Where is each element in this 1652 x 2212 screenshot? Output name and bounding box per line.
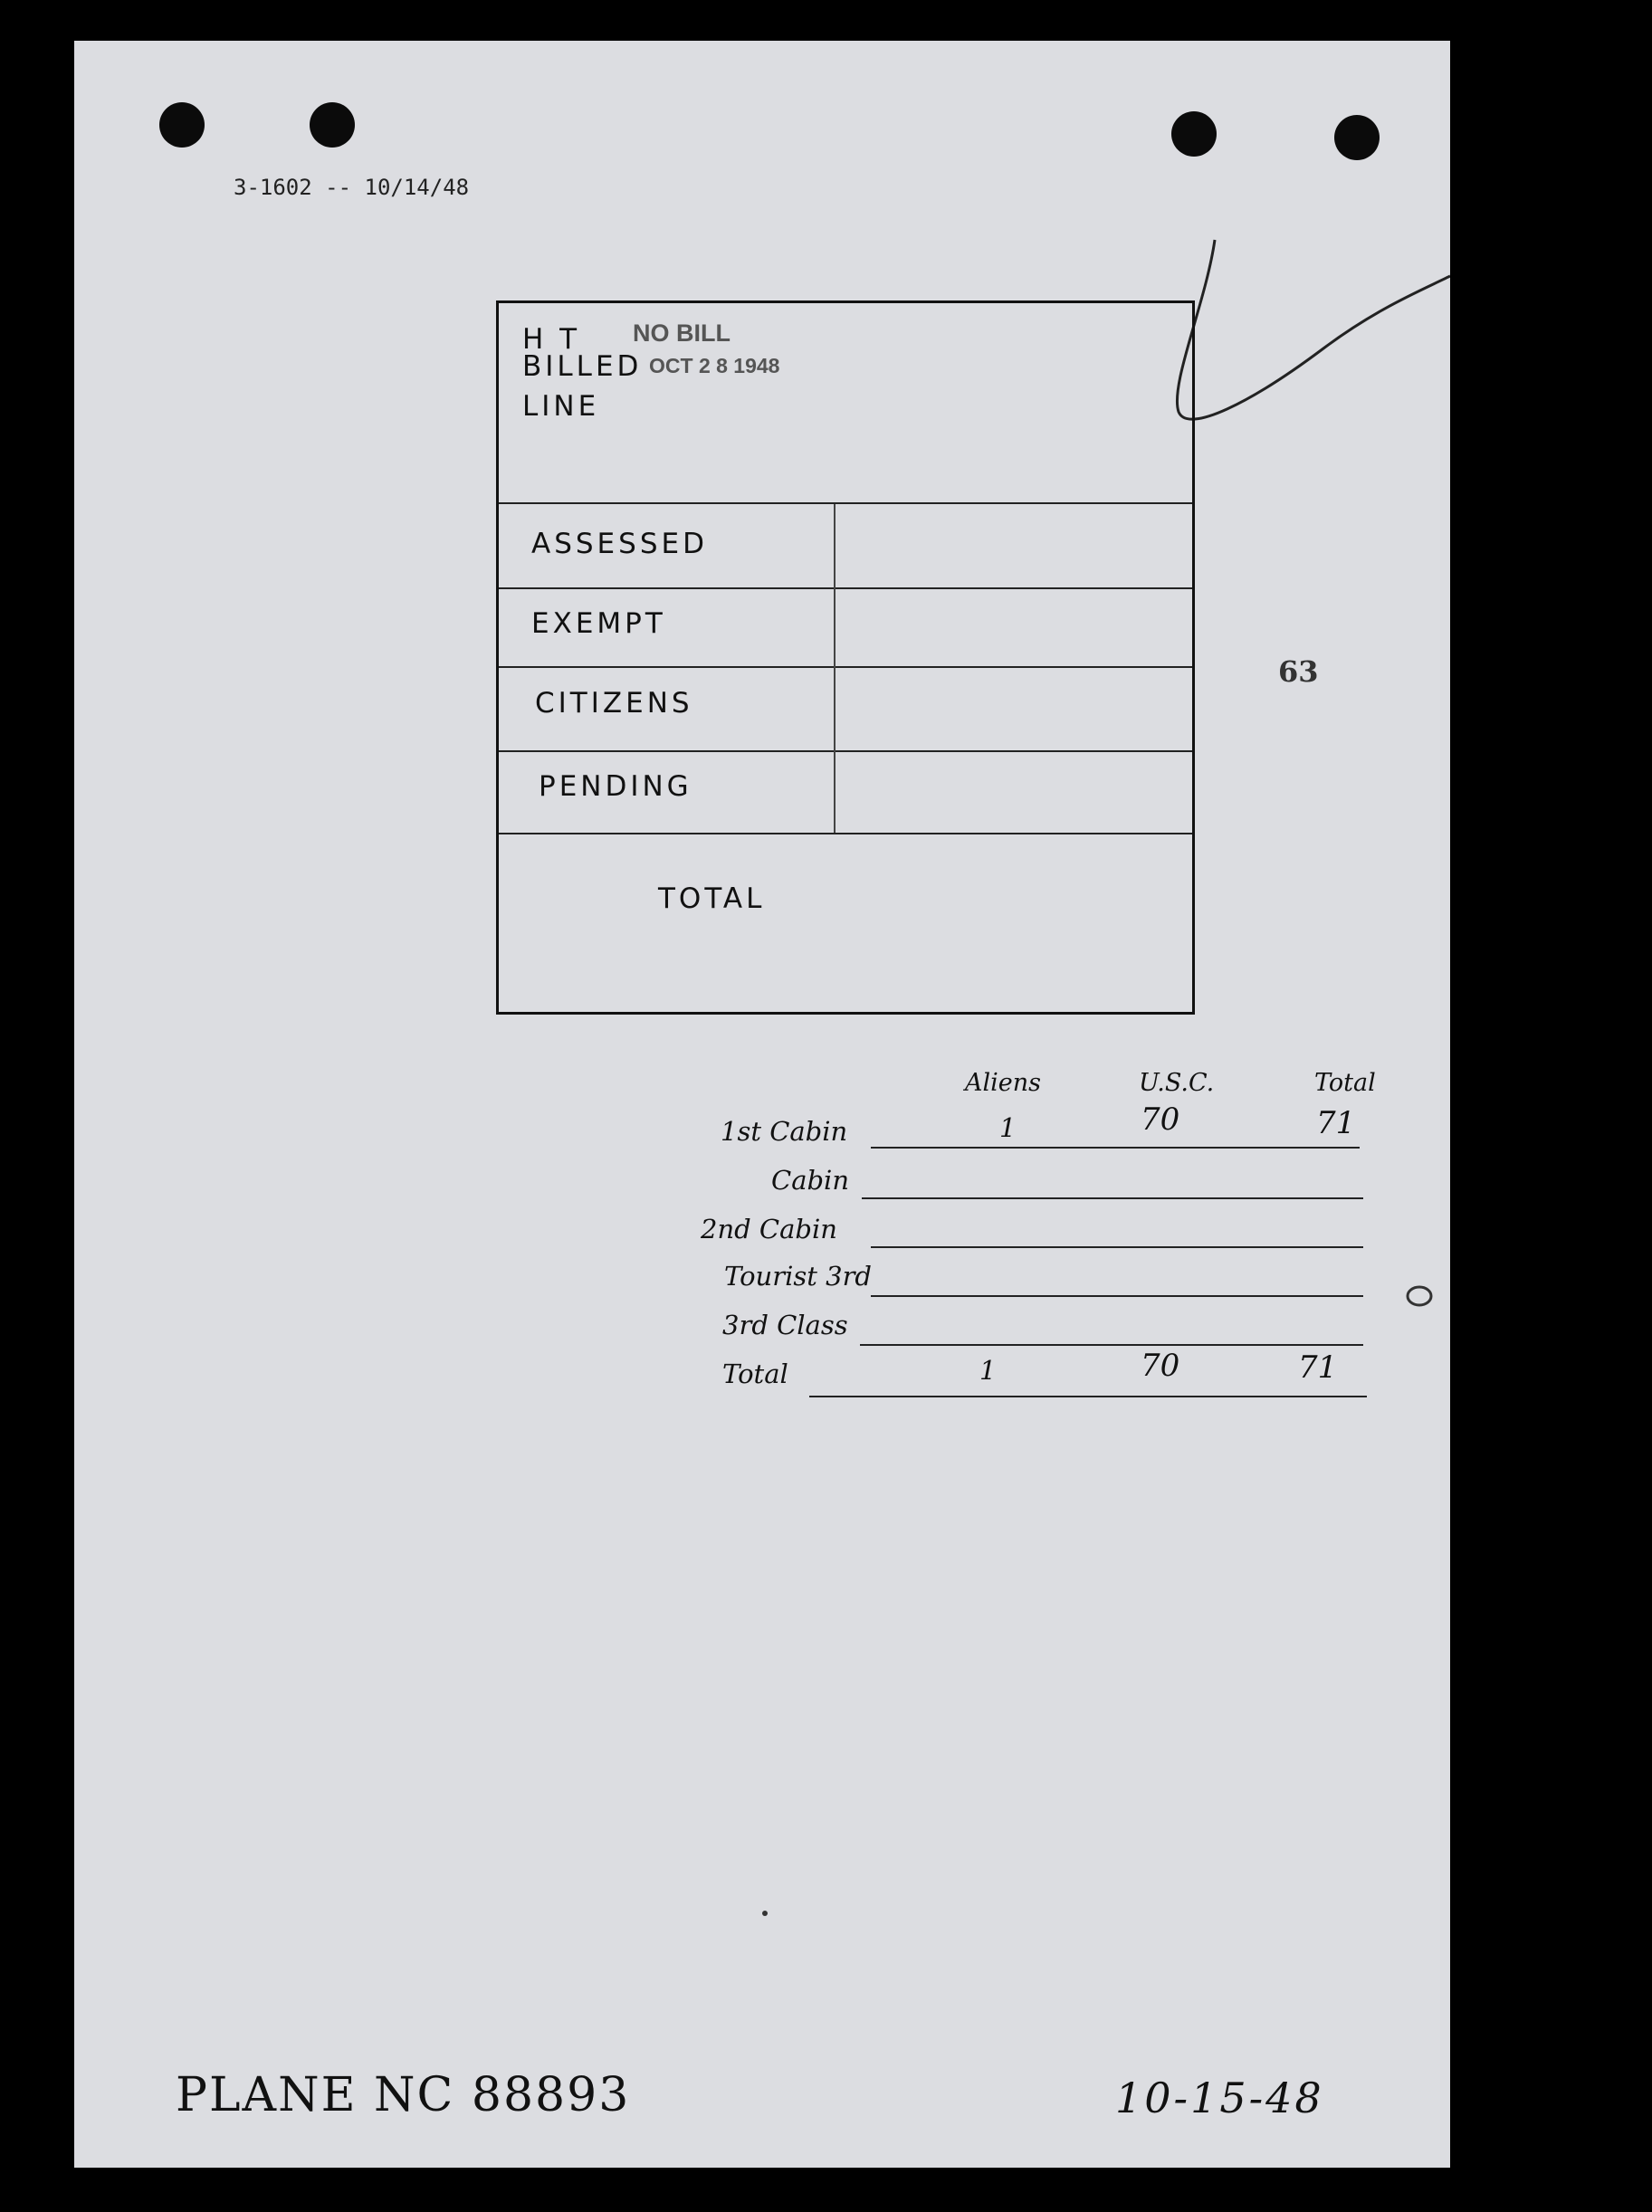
divider <box>499 750 1192 752</box>
column-header-aliens: Aliens <box>965 1069 1041 1097</box>
divider <box>499 587 1192 589</box>
punch-hole-3 <box>1171 111 1217 157</box>
cell-total: 71 <box>1316 1105 1356 1141</box>
column-divider <box>834 504 836 833</box>
stray-dot <box>762 1911 768 1916</box>
no-bill-stamp: NO BILL <box>633 319 731 347</box>
cell-aliens: 1 <box>979 1355 997 1386</box>
cell-usc: 70 <box>1141 1348 1180 1384</box>
document-page <box>74 41 1450 2168</box>
row-label-total: Total <box>722 1359 788 1389</box>
divider <box>499 502 1192 504</box>
file-reference: 3-1602 -- 10/14/48 <box>234 175 470 200</box>
column-header-usc: U.S.C. <box>1139 1069 1215 1097</box>
divider <box>499 833 1192 834</box>
row-label-2nd-cabin: 2nd Cabin <box>701 1214 837 1244</box>
cell-aliens: 1 <box>999 1112 1017 1143</box>
punch-hole-1 <box>159 102 205 148</box>
box-line-ht: H T <box>522 323 581 356</box>
underline <box>862 1197 1363 1199</box>
row-label-1st-cabin: 1st Cabin <box>721 1116 848 1147</box>
page-number: 63 <box>1278 654 1319 689</box>
stamp-date: OCT 2 8 1948 <box>649 354 780 377</box>
row-label-3rd-class: 3rd Class <box>722 1310 848 1340</box>
handwritten-date: 10-15-48 <box>1115 2074 1324 2122</box>
total-label: TOTAL <box>658 882 766 915</box>
underline <box>871 1246 1363 1248</box>
row-label-tourist-3rd: Tourist 3rd <box>724 1261 872 1292</box>
circle-mark-icon <box>1403 1282 1436 1310</box>
row-label-assessed: ASSESSED <box>531 528 708 560</box>
column-header-total: Total <box>1314 1069 1376 1097</box>
cell-total: 71 <box>1298 1349 1338 1386</box>
box-line-billed: BILLED <box>522 350 643 383</box>
row-label-pending: PENDING <box>539 770 692 803</box>
billing-form-box <box>496 300 1195 1015</box>
box-line-line: LINE <box>522 390 600 423</box>
punch-hole-4 <box>1334 115 1380 160</box>
underline <box>871 1295 1363 1297</box>
divider <box>499 666 1192 668</box>
underline <box>860 1344 1363 1346</box>
punch-hole-2 <box>310 102 355 148</box>
cell-usc: 70 <box>1141 1101 1180 1138</box>
underline <box>871 1147 1360 1149</box>
row-label-cabin: Cabin <box>771 1165 849 1196</box>
underline <box>809 1396 1367 1397</box>
row-label-citizens: CITIZENS <box>535 687 693 720</box>
row-label-exempt: EXEMPT <box>531 607 666 640</box>
plane-number: PLANE NC 88893 <box>176 2068 631 2122</box>
